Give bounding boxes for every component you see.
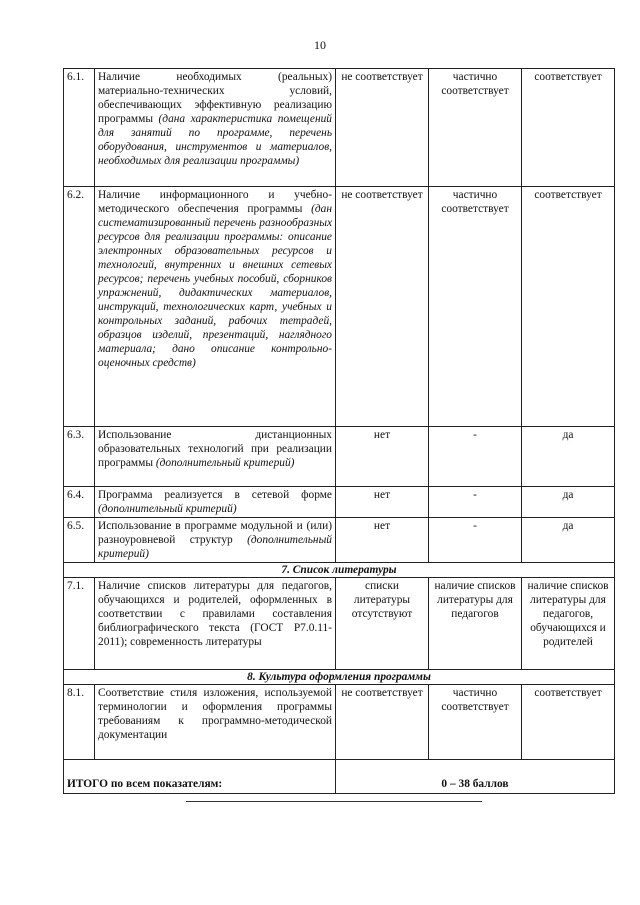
total-label: ИТОГО по всем показателям: (64, 760, 336, 794)
criterion-text: Программа реализуется в сетевой форме (98, 489, 332, 501)
criterion-description (95, 685, 336, 760)
score-partial: - (429, 427, 522, 487)
score-not-matching: нет (336, 518, 429, 563)
criterion-description (95, 578, 336, 670)
table-row (64, 69, 615, 187)
score-matching: да (522, 427, 615, 487)
criterion-note: (дан систематизированный перечень разнообразных ресурсов для реализации программы: описание электронных образовательных ресурсов и технологий, внутренних и внешних сетевых ресурсов; перечень учебных пособий, сборников упражнений, дидактических материалов, инструкций, технологических карт, учебных и контрольных заданий, рабочих тетрадей, образцов изделий, презентаций, наглядного материала; дано описание контрольно-оценочных средств) (98, 203, 332, 369)
score-partial: - (429, 518, 522, 563)
criterion-description (95, 69, 336, 187)
score-matching: наличие списков литературы для педагогов, обучающихся и родителей (522, 578, 615, 670)
table-row (64, 685, 615, 760)
score-partial: наличие списков литературы для педагогов (429, 578, 522, 670)
criteria-table (63, 68, 615, 794)
criterion-description (95, 187, 336, 427)
row-number: 8.1. (64, 685, 95, 760)
score-matching: да (522, 518, 615, 563)
score-partial: частично соответствует (429, 187, 522, 427)
section-title: 8. Культура оформления программы (64, 670, 615, 685)
score-not-matching: не соответствует (336, 685, 429, 760)
criterion-note: (дополнительный критерий) (98, 503, 237, 515)
table-row (64, 187, 615, 427)
criterion-text: Использование в программе модульной и (или) разноуровневой структур (98, 520, 332, 546)
score-partial: - (429, 487, 522, 518)
table-row (64, 578, 615, 670)
score-matching: соответствует (522, 69, 615, 187)
score-matching: соответствует (522, 187, 615, 427)
score-partial: частично соответствует (429, 685, 522, 760)
criterion-text: Наличие информационного и учебно-методического обеспечения программы (98, 189, 332, 215)
score-matching: да (522, 487, 615, 518)
row-number: 6.5. (64, 518, 95, 563)
criterion-description (95, 518, 336, 563)
criterion-note: (дополнительный критерий) (98, 534, 332, 560)
criterion-note: (дана характеристика помещений для занятий по программе, перечень оборудования, инструментов и материалов, необходимых для реализации программы) (98, 113, 332, 167)
score-not-matching: списки литературы отсутствуют (336, 578, 429, 670)
table-row (64, 427, 615, 487)
criterion-text: Наличие необходимых (реальных) материально-технических условий, обеспечивающих эффективную реализацию программы (98, 71, 332, 125)
section-header (64, 563, 615, 578)
section-title: 7. Список литературы (64, 563, 615, 578)
criterion-note: (дополнительный критерий) (155, 457, 295, 469)
bottom-divider (186, 801, 482, 802)
table-row (64, 518, 615, 563)
score-not-matching: не соответствует (336, 69, 429, 187)
score-not-matching: не соответствует (336, 187, 429, 427)
row-number: 6.1. (64, 69, 95, 187)
table-row (64, 487, 615, 518)
score-matching: соответствует (522, 685, 615, 760)
criterion-description (95, 487, 336, 518)
page-number: 10 (314, 38, 326, 52)
section-header (64, 670, 615, 685)
criterion-text: Наличие списков литературы для педагогов, обучающихся и родителей, оформленных в соответствии с правилами составления библиографического текста (ГОСТ Р7.0.11-2011); современность литературы (98, 580, 332, 648)
score-partial: частично соответствует (429, 69, 522, 187)
total-row (64, 760, 615, 794)
row-number: 6.3. (64, 427, 95, 487)
row-number: 7.1. (64, 578, 95, 670)
criterion-text: Использование дистанционных образовательных технологий при реализации программы (98, 429, 332, 469)
score-not-matching: нет (336, 427, 429, 487)
score-not-matching: нет (336, 487, 429, 518)
row-number: 6.2. (64, 187, 95, 427)
total-value: 0 – 38 баллов (336, 760, 615, 794)
criterion-text: Соответствие стиля изложения, используемой терминологии и оформления программы требованиям к программно-методической документации (98, 687, 332, 741)
row-number: 6.4. (64, 487, 95, 518)
criterion-description (95, 427, 336, 487)
